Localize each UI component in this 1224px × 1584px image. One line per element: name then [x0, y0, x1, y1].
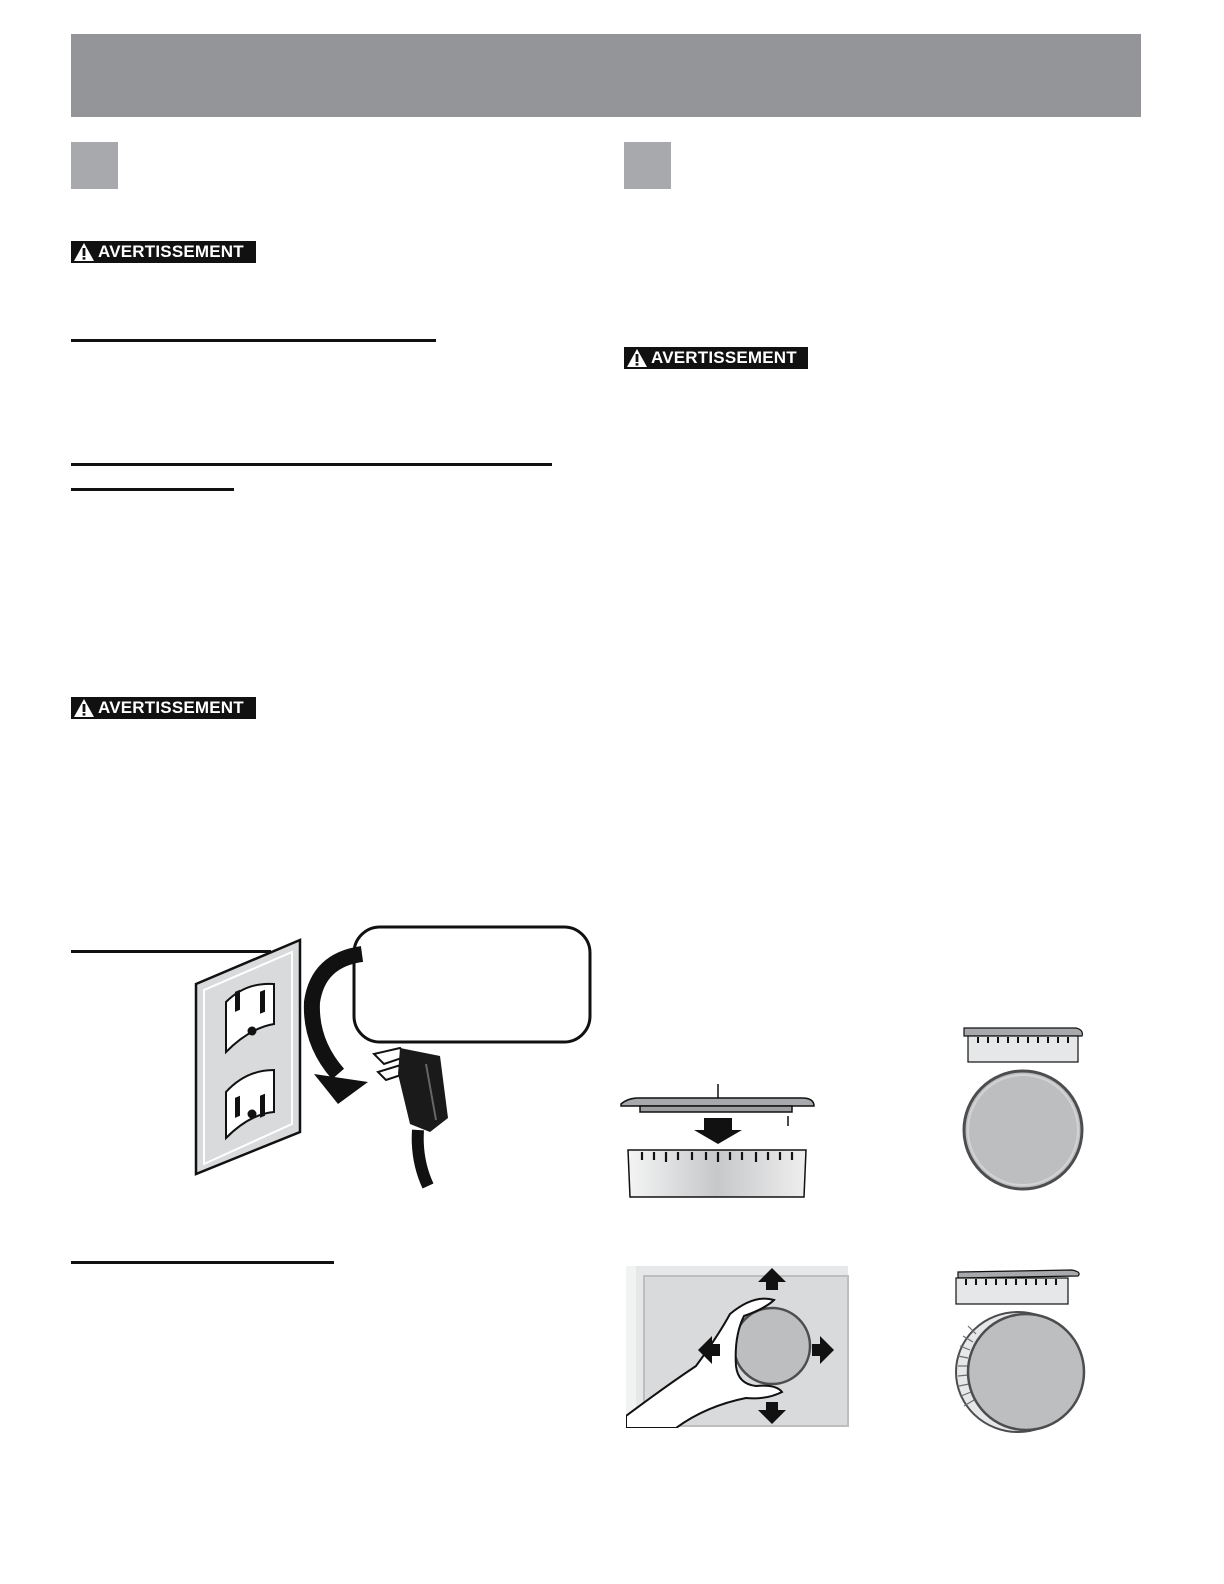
warning-text: AVERTISSEMENT [98, 242, 244, 261]
round-filter [734, 1308, 810, 1384]
heading-rule [71, 339, 436, 342]
heading-rule [71, 488, 234, 491]
outlet-and-plug-illustration [190, 924, 594, 1190]
warning-label [71, 697, 256, 719]
step-number-box-left [71, 142, 118, 189]
warning-triangle-icon [626, 348, 648, 368]
warning-label [71, 241, 256, 263]
cap-top [621, 1098, 814, 1106]
callout-bubble [354, 927, 590, 1042]
warning-triangle-icon [73, 242, 95, 262]
plug-icon [374, 1048, 448, 1186]
filter-round-top-illustration [958, 1024, 1088, 1194]
header-bar [71, 34, 1141, 117]
filter-round-ribbed-illustration [946, 1266, 1096, 1436]
cap-gasket [640, 1106, 792, 1112]
round-filter [968, 1314, 1084, 1430]
heading-rule [71, 463, 552, 466]
wall-plate [196, 940, 300, 1174]
warning-label [624, 347, 808, 369]
round-filter [964, 1071, 1082, 1189]
down-arrow-icon [694, 1118, 742, 1144]
warning-triangle-icon [73, 698, 95, 718]
step-number-box-right [624, 142, 671, 189]
warning-text: AVERTISSEMENT [651, 348, 797, 367]
heading-rule [71, 1261, 334, 1264]
filter-hand-install-illustration [626, 1266, 850, 1428]
filter-cap-install-illustration [618, 1082, 818, 1202]
warning-text: AVERTISSEMENT [98, 698, 244, 717]
